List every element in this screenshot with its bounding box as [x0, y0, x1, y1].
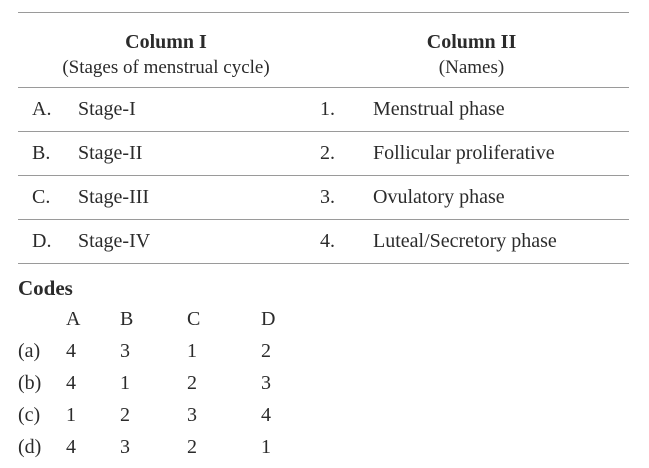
- code-value: 3: [261, 372, 271, 394]
- code-value: 2: [120, 404, 130, 426]
- column-1-subtitle: (Stages of menstrual cycle): [62, 57, 270, 78]
- row-name: Follicular proliferative: [373, 142, 555, 164]
- codes-header-d: D: [261, 308, 276, 330]
- codes-title: Codes: [18, 276, 73, 300]
- codes-header-a: A: [66, 308, 81, 330]
- code-value: 1: [66, 404, 76, 426]
- column-1-title: Column I: [125, 31, 207, 53]
- row-name: Luteal/Secretory phase: [373, 230, 557, 252]
- row-number: 2.: [320, 142, 335, 164]
- row-stage: Stage-IV: [78, 230, 151, 252]
- table-header: [18, 13, 629, 88]
- row-stage: Stage-I: [78, 98, 136, 120]
- row-letter: C.: [32, 186, 51, 208]
- code-value: 3: [120, 436, 130, 458]
- code-value: 1: [261, 436, 271, 458]
- column-2-title: Column II: [426, 31, 517, 53]
- code-value: 4: [261, 404, 271, 426]
- table-row: [18, 132, 629, 176]
- row-stage: Stage-II: [78, 142, 143, 164]
- code-value: 3: [187, 404, 197, 426]
- match-table: [18, 12, 629, 264]
- table-row: [18, 176, 629, 220]
- code-value: 2: [187, 372, 197, 394]
- codes-header-b: B: [120, 308, 134, 330]
- code-option-label: (c): [18, 404, 41, 426]
- row-letter: D.: [32, 230, 52, 252]
- code-value: 2: [187, 436, 197, 458]
- code-value: 1: [120, 372, 130, 394]
- row-number: 4.: [320, 230, 335, 252]
- row-number: 3.: [320, 186, 335, 208]
- code-value: 4: [66, 372, 76, 394]
- code-value: 2: [261, 340, 271, 362]
- row-name: Menstrual phase: [373, 98, 505, 120]
- row-letter: A.: [32, 98, 52, 120]
- row-letter: B.: [32, 142, 51, 164]
- column-2-header: [314, 29, 629, 81]
- column-2-subtitle: (Names): [438, 57, 505, 78]
- code-value: 3: [120, 340, 130, 362]
- row-number: 1.: [320, 98, 335, 120]
- code-option-label: (b): [18, 372, 42, 394]
- code-value: 4: [66, 436, 76, 458]
- code-value: 4: [66, 340, 76, 362]
- codes-header-c: C: [187, 308, 201, 330]
- code-option-label: (a): [18, 340, 41, 362]
- table-row: [18, 88, 629, 132]
- code-value: 1: [187, 340, 197, 362]
- table-row: [18, 220, 629, 264]
- row-stage: Stage-III: [78, 186, 150, 208]
- row-name: Ovulatory phase: [373, 186, 505, 208]
- code-option-label: (d): [18, 436, 42, 458]
- column-1-header: [18, 29, 314, 81]
